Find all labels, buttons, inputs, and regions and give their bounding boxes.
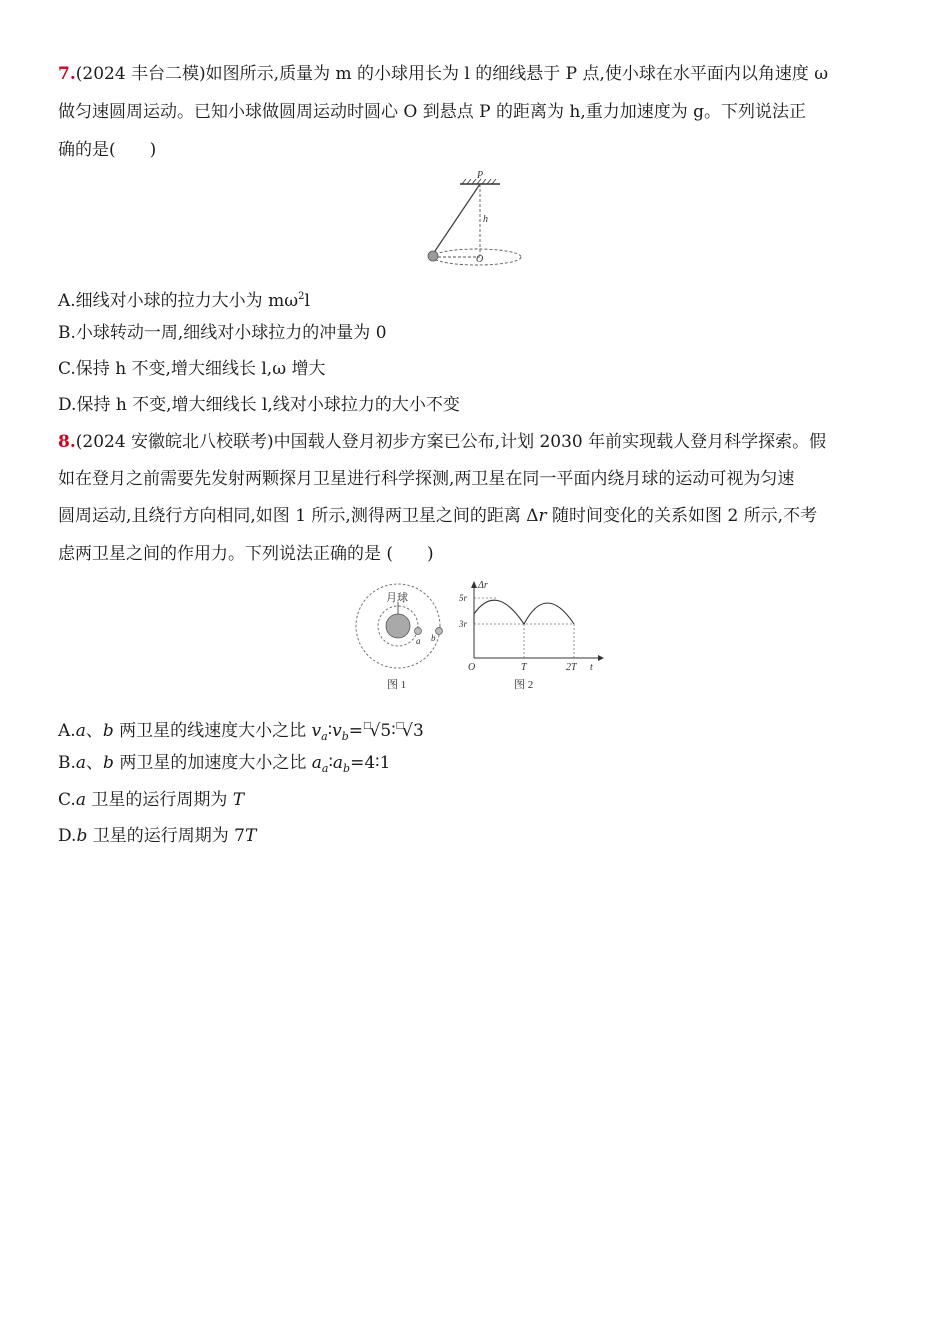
q8-d-prefix: D. bbox=[58, 826, 77, 846]
q8-option-b bbox=[58, 751, 898, 781]
q8-b-ratio: =4∶1 bbox=[350, 753, 391, 773]
q8-b-prefix: B. bbox=[58, 753, 76, 773]
label-a: a bbox=[416, 636, 421, 646]
q8-a-sub-b: b bbox=[341, 730, 349, 743]
label-h: h bbox=[483, 214, 488, 225]
q8-a-prefix: A. bbox=[58, 721, 76, 741]
q8-a-sub-a: a bbox=[321, 730, 328, 743]
x-tick-2T: 2T bbox=[566, 662, 577, 673]
q8-a-colon: ∶ bbox=[327, 721, 333, 741]
q8-option-a bbox=[58, 714, 898, 749]
q8-d-text: 卫星的运行周期为 7 bbox=[87, 826, 245, 846]
q7-stem-1: (2024 丰台二模)如图所示,质量为 m 的小球用长为 l 的细线悬于 P 点,使小球在水平面内以角速度 ω bbox=[75, 64, 829, 84]
q8-b-colon: ∶ bbox=[328, 753, 333, 773]
q8-a-v1: v bbox=[311, 721, 322, 741]
q8-b-acc1: a bbox=[311, 753, 322, 773]
satellite-b bbox=[436, 628, 443, 635]
q7-stem-2: 做匀速圆周运动。已知小球做圆周运动时圆心 O 到悬点 P 的距离为 h,重力加速度为 g。下列说法正 bbox=[58, 102, 807, 122]
y-axis-label: Δr bbox=[478, 580, 488, 591]
q8-stem-3a: 圆周运动,且绕行方向相同,如图 1 所示,测得两卫星之间的距离 Δ bbox=[58, 506, 539, 526]
q8-option-d bbox=[58, 824, 898, 848]
q8-b-sat-a: a bbox=[75, 753, 87, 773]
q8-figure-1 bbox=[350, 578, 450, 700]
x-axis-arrow bbox=[598, 655, 604, 661]
q7-option-a bbox=[58, 285, 898, 313]
q7-line-2 bbox=[58, 100, 898, 124]
q8-a-eq: = bbox=[348, 721, 364, 741]
q8-b-sub-b: b bbox=[343, 762, 351, 775]
q8-a-sat-a: a bbox=[75, 721, 86, 741]
x-tick-T: T bbox=[521, 662, 527, 673]
q7-option-a-suffix: l bbox=[304, 291, 310, 311]
q8-a-root2-index: □ bbox=[395, 721, 405, 731]
q7-option-a-sup: 2 bbox=[298, 291, 305, 302]
q8-line-2 bbox=[58, 467, 898, 491]
y-axis-arrow bbox=[471, 581, 477, 588]
q7-conical-pendulum-figure bbox=[420, 170, 530, 274]
q8-d-sat: b bbox=[76, 826, 88, 846]
q8-b-sat-b: b bbox=[103, 753, 114, 773]
q8-stem-3-var: r bbox=[538, 506, 547, 526]
q7-option-c bbox=[58, 357, 898, 381]
string-line bbox=[433, 184, 480, 254]
q7-option-d-text: D.保持 h 不变,增大细线长 l,线对小球拉力的大小不变 bbox=[58, 395, 460, 415]
q7-option-b-text: B.小球转动一周,细线对小球拉力的冲量为 0 bbox=[58, 323, 387, 343]
origin-label: O bbox=[468, 662, 476, 673]
q8-a-root1-index: □ bbox=[363, 721, 372, 731]
delta-r-curve bbox=[474, 600, 574, 624]
q8-stem-4: 虑两卫星之间的作用力。下列说法正确的是 ( ) bbox=[58, 544, 434, 564]
q8-c-sat: a bbox=[75, 790, 86, 810]
q7-line-3 bbox=[58, 138, 898, 162]
q8-stem-3b: 随时间变化的关系如图 2 所示,不考 bbox=[546, 506, 818, 526]
q7-option-b bbox=[58, 321, 898, 345]
y-tick-5r: 5r bbox=[459, 593, 468, 603]
q8-a-root2: √3 bbox=[402, 721, 424, 741]
q8-number: 8. bbox=[58, 432, 76, 452]
q8-c-period: T bbox=[232, 790, 245, 810]
q8-line-4 bbox=[58, 542, 898, 566]
q7-figure-svg bbox=[420, 170, 530, 270]
q8-figure-2 bbox=[456, 576, 606, 700]
label-b: b bbox=[431, 633, 436, 643]
q8-b-acc2: a bbox=[332, 753, 344, 773]
fig2-caption: 图 2 bbox=[514, 679, 534, 691]
fig1-caption: 图 1 bbox=[387, 679, 407, 691]
label-P: P bbox=[477, 170, 484, 181]
q8-stem-2: 如在登月之前需要先发射两颗探月卫星进行科学探测,两卫星在同一平面内绕月球的运动可视为匀速 bbox=[58, 469, 795, 489]
q8-a-sat-b: b bbox=[102, 721, 114, 741]
q8-line-3 bbox=[58, 504, 898, 528]
q7-line-1 bbox=[58, 62, 898, 86]
q8-option-c bbox=[58, 788, 898, 812]
satellite-a bbox=[415, 628, 422, 635]
q8-a-v2: v bbox=[332, 721, 342, 741]
q8-fig1-svg bbox=[350, 578, 450, 696]
q8-c-prefix: C. bbox=[58, 790, 76, 810]
q8-a-sep: 、 bbox=[85, 721, 103, 741]
q8-b-sub-a: a bbox=[321, 762, 329, 775]
q7-option-c-text: C.保持 h 不变,增大细线长 l,ω 增大 bbox=[58, 359, 326, 379]
x-axis-label: t bbox=[590, 662, 593, 673]
moon-label: 月球 bbox=[386, 592, 408, 604]
q8-d-period: T bbox=[244, 826, 257, 846]
q7-number: 7. bbox=[58, 64, 76, 84]
q7-stem-3: 确的是( ) bbox=[58, 140, 157, 160]
q8-a-colon2: ∶ bbox=[391, 721, 396, 741]
q7-option-d bbox=[58, 393, 898, 417]
ball bbox=[428, 251, 438, 261]
q8-a-text: 两卫星的线速度大小之比 bbox=[113, 721, 312, 741]
label-O: O bbox=[476, 254, 484, 265]
moon bbox=[386, 614, 410, 638]
q8-c-text: 卫星的运行周期为 bbox=[85, 790, 233, 810]
q8-fig2-svg bbox=[456, 576, 606, 696]
q8-a-root1: √5 bbox=[369, 721, 392, 741]
q8-stem-1: (2024 安徽皖北八校联考)中国载人登月初步方案已公布,计划 2030 年前实现载人登月科学探索。假 bbox=[75, 432, 827, 452]
q8-b-sep: 、 bbox=[86, 753, 104, 773]
q8-b-text: 两卫星的加速度大小之比 bbox=[113, 753, 312, 773]
q7-option-a-text: A.细线对小球的拉力大小为 mω bbox=[58, 291, 299, 311]
q8-line-1 bbox=[58, 430, 898, 454]
y-tick-3r: 3r bbox=[459, 619, 468, 629]
